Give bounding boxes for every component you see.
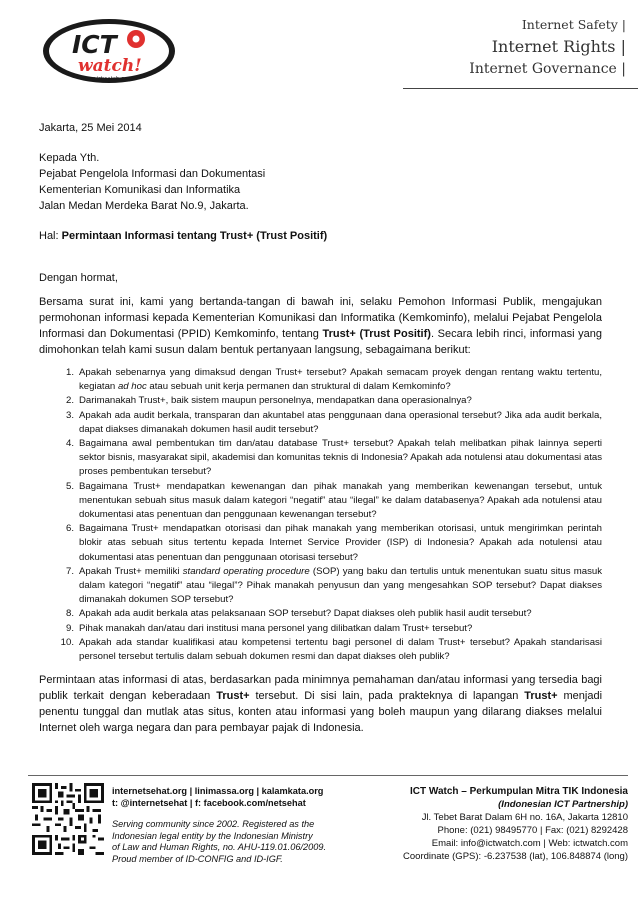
footer-rule bbox=[28, 775, 628, 776]
list-item: 1. Apakah sebenarnya yang dimaksud dengan Trust+ tersebut? Apakah semacam proyek dengan rentang waktu tertentu, kegiatan ad hoc atau sebuah unit kerja permanen dan struktural di dalam Kemkominfo? bbox=[65, 367, 602, 393]
letter-date: Jakarta, 25 Mei 2014 bbox=[39, 122, 142, 134]
footer-org-partnership: (Indonesian ICT Partnership) bbox=[498, 799, 628, 810]
greeting: Dengan hormat, bbox=[39, 272, 118, 284]
tagline-internet-rights: Internet Rights | bbox=[491, 37, 626, 56]
closing-paragraph: Permintaan atas informasi di atas, berdasarkan pada minimnya pemahaman dan/atau informasi yang tersedia bagi publik terkait dengan keberadaan Trust+ tersebut. Di sisi lain, pada prakteknya di lapangan Trust+ menjadi penentu tunggal dan mutlak atas situs, konten atau informasi yang boleh maupun yang dilarang diakses melalui Internet oleh warga negara dan para pembayar pajak di Indonesia. bbox=[39, 674, 603, 735]
list-item: 8. Apakah ada audit berkala atas pelaksanaan SOP tersebut? Dapat diakses oleh publik hasil audit tersebut? bbox=[65, 608, 532, 620]
list-item: 9. Pihak manakah dan/atau dari institusi mana personel yang dilibatkan dalam Trust+ tersebut? bbox=[65, 622, 473, 634]
list-item: 5. Bagaimana Trust+ mendapatkan kewenangan dan pihak manakah yang memberikan kewenangan tersebut, untuk menentukan sebuah situs masuk dalam kategori “negatif” atau “ilegal” ke dalam databasenya? Apakah ada notulensi atau dokumentasi atas penentuan dan penggunaan kewenangan tersebut? bbox=[65, 480, 602, 521]
footer-about: Serving community since 2002. Registered as the Indonesian legal entity by the Indonesian Ministry of Law and Human Rights, no. AHU-119.01.06/2009. Proud member of ID-CONFIG and ID-IGF. bbox=[112, 819, 326, 864]
list-item: 7. Apakah Trust+ memiliki standard operating procedure (SOP) yang baku dan tertulis untuk menentukan suatu situs masuk dalam kategori “negatif” atau “ilegal”? Pihak manakah penyusun dan yang mengesahkan SOP tersebut? Dapat diakses dimanakah dokumen SOP tersebut? bbox=[65, 565, 602, 606]
list-item: 2. Darimanakah Trust+, baik sistem maupun personelnya, mendapatkan dana operasionalnya? bbox=[65, 395, 472, 407]
list-item: 4. Bagaimana awal pembentukan tim dan/atau database Trust+ tersebut? Apakah telah melibatkan pihak lainnya seperti sektor bisnis, masyarakat sipil, akademisi dan komunitas teknis di Indonesia? Apakah ada notulensi atau dokumentasi atas proses pembentukan tersebut? bbox=[65, 438, 602, 478]
header-rule bbox=[403, 88, 638, 89]
recipient-line-2: Pejabat Pengelola Informasi dan Dokumentasi bbox=[39, 168, 266, 180]
list-item: 3. Apakah ada audit berkala, transparan dan akuntabel atas penggunaan dana operasional tersebut? Jika ada audit berkala, dapat diakses dimanakah dokumen hasil audit tersebut? bbox=[65, 409, 602, 435]
footer-coordinate: Coordinate (GPS): -6.237538 (lat), 106.848874 (long) bbox=[403, 851, 628, 862]
intro-paragraph: Bersama surat ini, kami yang bertanda-tangan di bawah ini, selaku Pemohon Informasi Publik, mengajukan permohonan informasi kepada Kementerian Komunikasi dan Informatika (Kemkominfo), melalui Pejabat Pengelola Informasi dan Dokumentasi (PPID) Kemkominfo, tentang Trust+ (Trust Positif). Secara lebih rinci, informasi yang dimohonkan telah kami susun dalam bentuk pertanyaan langsung, sebagaimana berikut: bbox=[39, 296, 602, 356]
logo-sub-text: watch! bbox=[78, 56, 142, 76]
footer-links: internetsehat.org | linimassa.org | kalamkata.org bbox=[112, 786, 324, 796]
subject-text: Permintaan Informasi tentang Trust+ (Trust Positif) bbox=[61, 230, 328, 242]
footer-address: Jl. Tebet Barat Dalam 6H no. 16A, Jakarta 12810 bbox=[421, 812, 628, 823]
list-item: 6. Bagaimana Trust+ mendapatkan otorisasi dan pihak manakah yang memberikan otorisasi, untuk mengirimkan perintah blokir atas sebuah situs tertentu kepada Internet Service Provider (ISP) di Indonesia? Apakah ada notulensi atau dokumentasi atas penentuan dan penggunaan otorisasi tersebut? bbox=[65, 523, 602, 563]
footer-left bbox=[112, 786, 342, 866]
footer-social: t: @internetsehat | f: facebook.com/netsehat bbox=[112, 797, 306, 808]
recipient-line-4: Jalan Medan Merdeka Barat No.9, Jakarta. bbox=[39, 200, 249, 212]
tagline-internet-safety: Internet Safety | bbox=[521, 17, 626, 32]
footer-right bbox=[328, 785, 628, 863]
ictwatch-logo bbox=[40, 16, 178, 86]
logo-main-text: ICT bbox=[72, 30, 117, 59]
footer-email: Email: info@ictwatch.com | Web: ictwatch.com bbox=[431, 838, 628, 849]
footer-phone: Phone: (021) 98495770 | Fax: (021) 8292428 bbox=[437, 825, 628, 836]
letter-body bbox=[39, 120, 602, 736]
question-list bbox=[39, 366, 602, 664]
logo-url: www.ictwatch.com bbox=[82, 76, 133, 82]
tagline bbox=[469, 14, 626, 80]
subject-line bbox=[39, 228, 602, 244]
recipient-line-3: Kementerian Komunikasi dan Informatika bbox=[39, 184, 241, 196]
tagline-internet-governance: Internet Governance | bbox=[469, 61, 626, 77]
qr-code-icon bbox=[32, 783, 104, 855]
list-item: 10. Apakah ada standar kualifikasi atau kompetensi tertentu bagi personel di dalam Trust+ tersebut? Apakah standarisasi personel tersebut tertulis dalam sebuah dokumen resmi dan dapat diakses oleh publik? bbox=[60, 636, 602, 663]
recipient-line-1: Kepada Yth. bbox=[39, 152, 100, 164]
footer-org-name: ICT Watch – Perkumpulan Mitra TIK Indonesia bbox=[410, 786, 628, 797]
subject-label: Hal: bbox=[39, 230, 62, 242]
